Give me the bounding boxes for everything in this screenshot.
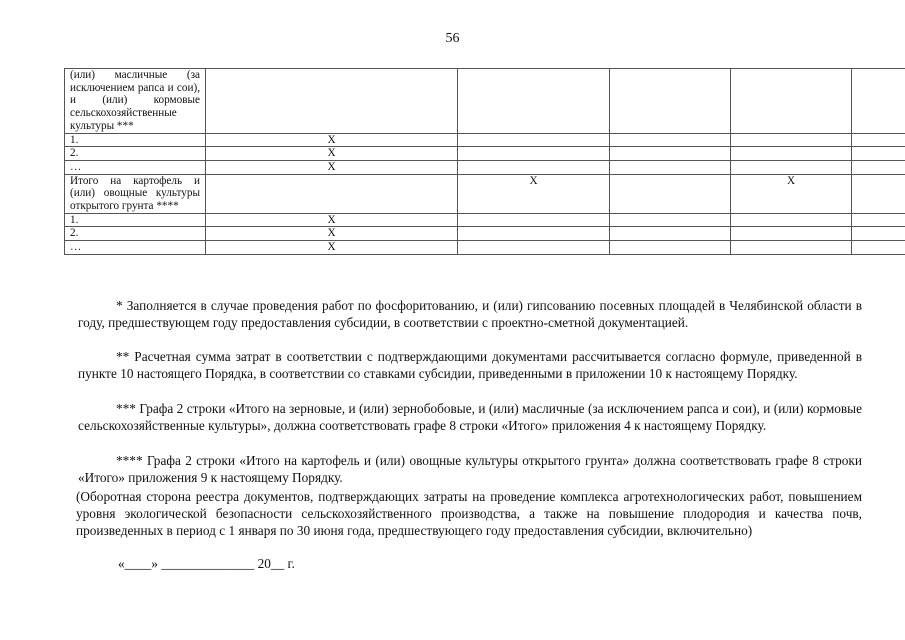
footnote-3: *** Графа 2 строки «Итого на зерновые, и (или) зернобобовые, и (или) масличные (за исключением рапса и сои), и (или) кормовые сельскохозяйственные культуры», должна соответствовать графе 8 строки «Итого» приложения 4 к настоящему Порядку. [78, 401, 862, 433]
table-cell [610, 213, 731, 227]
table-cell [610, 227, 731, 241]
table-cell [610, 147, 731, 161]
table-cell: X [206, 227, 458, 241]
table-cell [458, 160, 610, 174]
table-row [65, 133, 905, 147]
table-cell [610, 133, 731, 147]
row-label-cell: Итого на картофель и (или) овощные культуры открытого грунта **** [65, 174, 206, 213]
table-cell [731, 133, 852, 147]
table-cell [610, 241, 731, 255]
table-cell [610, 174, 731, 213]
row-label-cell: (или) масличные (за исключением рапса и сои), и (или) кормовые сельскохозяйственные культуры *** [65, 69, 206, 134]
page-number: 56 [445, 31, 460, 46]
table-row [65, 241, 905, 255]
table-cell [458, 213, 610, 227]
footnote-4: **** Графа 2 строки «Итого на картофель и (или) овощные культуры открытого грунта» должна соответствовать графе 8 строки «Итого» приложения 9 к настоящему Порядку. [78, 453, 862, 485]
table-cell: X [206, 160, 458, 174]
table-row [65, 69, 905, 134]
row-label-cell: 1. [65, 133, 206, 147]
table-cell [731, 69, 852, 134]
registry-table [64, 68, 905, 255]
table-row [65, 227, 905, 241]
table-cell [731, 227, 852, 241]
row-label-cell: … [65, 160, 206, 174]
table-cell [852, 69, 905, 134]
table-cell: X [731, 174, 852, 213]
table-cell [731, 147, 852, 161]
row-label-cell: 2. [65, 147, 206, 161]
table-cell: X [458, 174, 610, 213]
date-line: «____» ______________ 20__ г. [118, 556, 295, 571]
table-cell: X [206, 241, 458, 255]
table-cell [458, 227, 610, 241]
table-row [65, 174, 905, 213]
table-cell: X [206, 147, 458, 161]
table-cell [458, 133, 610, 147]
table-cell [852, 241, 905, 255]
table-cell [610, 69, 731, 134]
table-cell [852, 174, 905, 213]
table-cell [458, 241, 610, 255]
row-label-cell: 2. [65, 227, 206, 241]
table-cell [458, 69, 610, 134]
table-cell [458, 147, 610, 161]
table-cell: X [206, 133, 458, 147]
row-label-cell: … [65, 241, 206, 255]
table-cell [852, 160, 905, 174]
table-row [65, 213, 905, 227]
table-cell [610, 160, 731, 174]
footnote-1: * Заполняется в случае проведения работ по фосфоритованию, и (или) гипсованию посевных площадей в Челябинской области в году, предшествующем году предоставления субсидии, в соответствии с проектно-сметной документацией. [78, 298, 862, 330]
table-cell: X [206, 213, 458, 227]
table-cell [731, 241, 852, 255]
table-cell [731, 160, 852, 174]
row-label-cell: 1. [65, 213, 206, 227]
table-cell [852, 213, 905, 227]
footnote-2: ** Расчетная сумма затрат в соответствии с подтверждающими документами рассчитывается согласно формуле, приведенной в пункте 10 настоящего Порядка, в соответствии со ставками субсидии, приведенными в приложении 10 к настоящему Порядку. [78, 349, 862, 381]
table-cell [852, 133, 905, 147]
table-cell [206, 69, 458, 134]
table-cell [731, 213, 852, 227]
table-cell [852, 147, 905, 161]
table-cell [206, 174, 458, 213]
reverse-side-note: (Оборотная сторона реестра документов, подтверждающих затраты на проведение комплекса агротехнологических работ, повышением уровня экологической безопасности сельскохозяйственного производства, а также на повышение плодородия и качества почв, произведенных в период с 1 января по 30 июня года, предшествующего году предоставления субсидии, включительно) [76, 489, 862, 538]
table-row [65, 160, 905, 174]
table-row [65, 147, 905, 161]
table-cell [852, 227, 905, 241]
